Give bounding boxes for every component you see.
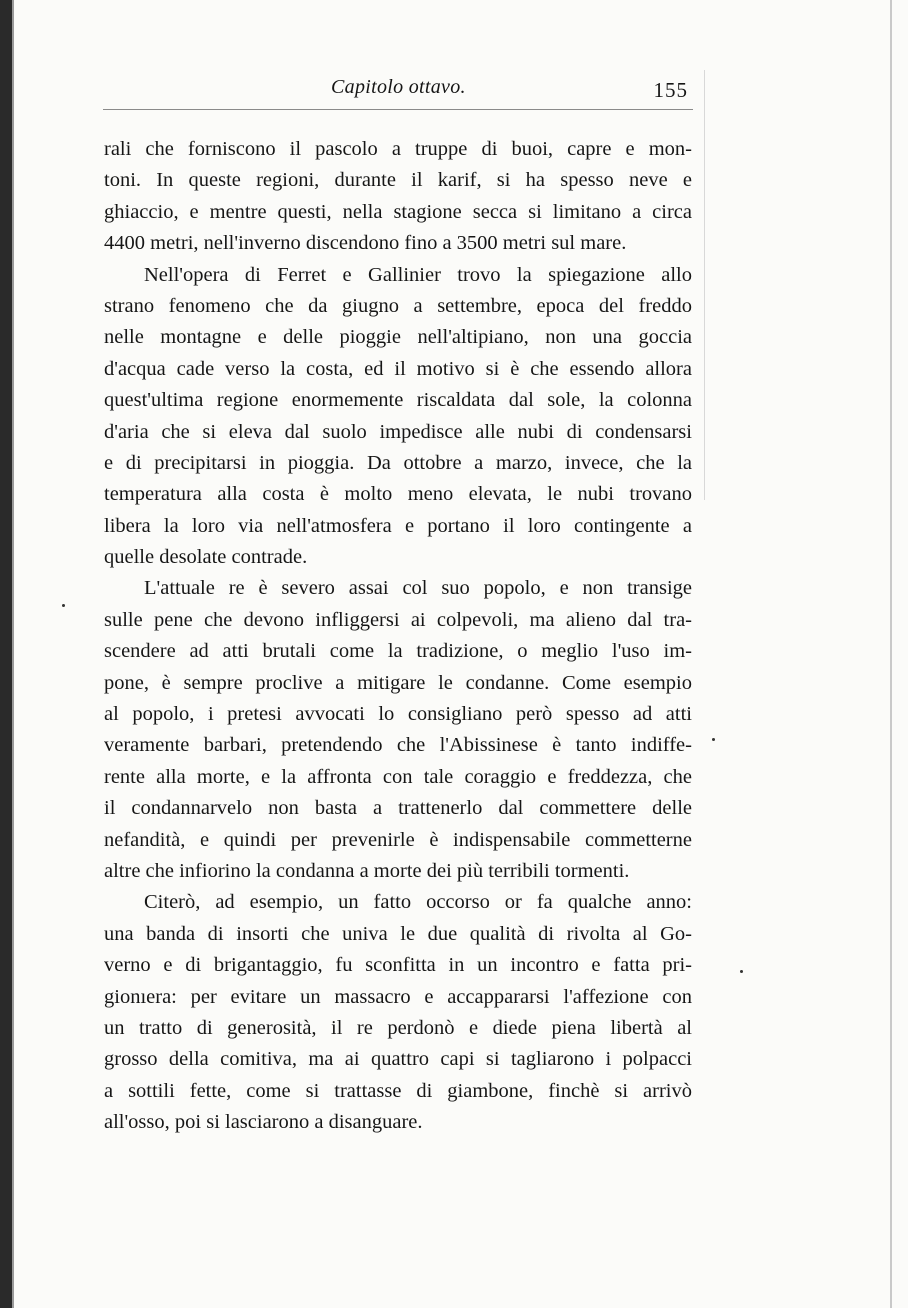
text-line: ghiaccio, e mentre questi, nella stagione secca si limitano a circa: [104, 200, 692, 223]
text-line: verno e di brigantaggio, fu sconfitta in un incontro e fatta pri-: [104, 954, 692, 977]
text-line: rente alla morte, e la affronta con tale coraggio e freddezza, che: [104, 765, 692, 788]
text-line: strano fenomeno che da giugno a settembre, epoca del freddo: [104, 294, 692, 317]
ink-speck: [740, 970, 743, 973]
text-line: toni. In queste regioni, durante il karif, si ha spesso neve e: [104, 169, 692, 192]
text-line: gionıera: per evitare un massacro e accappararsi l'affezione con: [104, 985, 692, 1008]
paragraph: [104, 260, 692, 574]
text-line: nelle montagne e delle pioggie nell'altipiano, non una goccia: [104, 326, 692, 349]
text-line: d'aria che si eleva dal suolo impedisce alle nubi di condensarsi: [104, 420, 692, 443]
text-line: 4400 metri, nell'inverno discendono fino a 3500 metri sul mare.: [104, 232, 627, 255]
text-line: al popolo, i pretesi avvocati lo consigliano però spesso ad atti: [104, 703, 692, 726]
body-text: [104, 134, 692, 1139]
text-line: temperatura alla costa è molto meno elevata, le nubi trovano: [104, 483, 692, 506]
ink-speck: [712, 738, 715, 741]
text-line: veramente barbari, pretendendo che l'Abissinese è tanto indiffe-: [104, 734, 692, 757]
text-line: all'osso, poi si lasciarono a disanguare.: [104, 1111, 423, 1134]
header-rule: [103, 109, 693, 110]
text-line: pone, è sempre proclive a mitigare le condanne. Come esempio: [104, 671, 692, 694]
text-line: nefandità, e quindi per prevenirle è indispensabile commetterne: [104, 828, 692, 851]
text-line: una banda di insorti che univa le due qualità di rivolta al Go-: [104, 922, 692, 945]
ink-speck: [62, 604, 65, 607]
running-title: Capitolo ottavo.: [331, 76, 466, 98]
paragraph: [104, 573, 692, 887]
text-line: quest'ultima regione enormemente riscaldata dal sole, la colonna: [104, 389, 692, 412]
page-edge-shadow: [12, 0, 14, 1308]
text-line: Citerò, ad esempio, un fatto occorso or fa qualche anno:: [144, 891, 692, 914]
text-line: rali che forniscono il pascolo a truppe di buoi, capre e mon-: [104, 138, 692, 160]
page-number: 155: [653, 78, 688, 102]
text-line: sulle pene che devono infliggersi ai colpevoli, ma alieno dal tra-: [104, 608, 692, 631]
text-line: a sottili fette, come si trattasse di giambone, finchè si arrivò: [104, 1079, 692, 1102]
paragraph: [104, 887, 692, 1138]
paragraph: [104, 134, 692, 260]
text-line: scendere ad atti brutali come la tradizione, o meglio l'uso im-: [104, 640, 692, 663]
page-edge-left: [0, 0, 12, 1308]
running-header: [103, 76, 693, 106]
text-line: un tratto di generosità, il re perdonò e diede piena libertà al: [104, 1016, 692, 1039]
text-line: e di precipitarsi in pioggia. Da ottobre a marzo, invece, che la: [104, 451, 692, 474]
page-edge-right: [890, 0, 892, 1308]
text-line: Nell'opera di Ferret e Gallinier trovo la spiegazione allo: [144, 263, 692, 286]
paper-fold-mark: [704, 70, 705, 500]
text-line: altre che infiorino la condanna a morte dei più terribili tormenti.: [104, 859, 630, 882]
text-line: libera la loro via nell'atmosfera e portano il loro contingente a: [104, 514, 692, 537]
text-line: il condannarvelo non basta a trattenerlo dal commettere delle: [104, 797, 692, 820]
text-line: quelle desolate contrade.: [104, 546, 308, 569]
text-line: d'acqua cade verso la costa, ed il motivo si è che essendo allora: [104, 357, 692, 380]
text-line: L'attuale re è severo assai col suo popolo, e non transige: [144, 577, 692, 600]
text-line: grosso della comitiva, ma ai quattro capi si tagliarono i polpacci: [104, 1048, 692, 1071]
